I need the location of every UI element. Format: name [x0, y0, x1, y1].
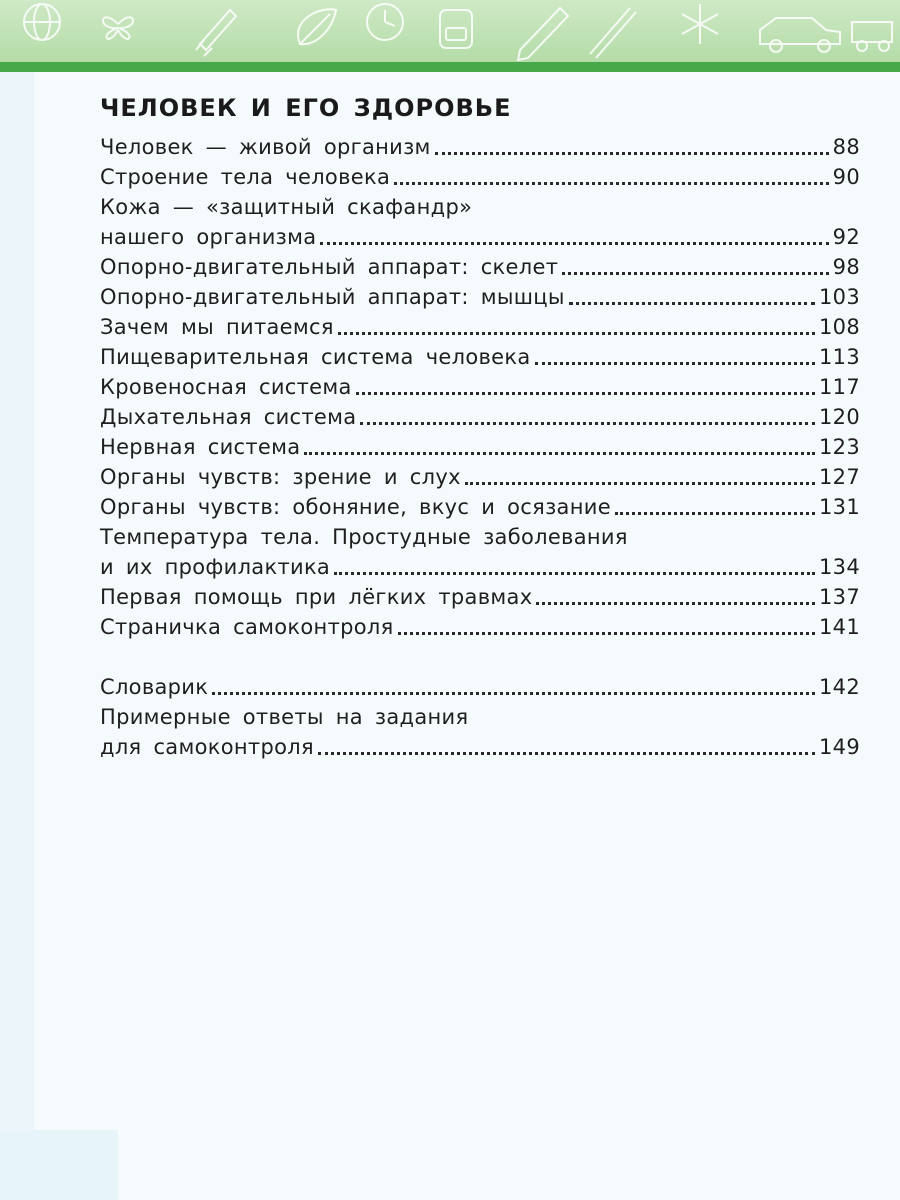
toc-line — [100, 402, 860, 432]
entry-title: Зачем мы питаемся — [100, 315, 334, 339]
toc-entry[interactable] — [100, 162, 860, 192]
page-number: 108 — [819, 315, 860, 339]
toc-line — [100, 342, 860, 372]
entry-title: Страничка самоконтроля — [100, 615, 394, 639]
decorative-icons — [0, 0, 900, 62]
dot-leader — [360, 420, 815, 425]
header-rule — [0, 62, 900, 72]
toc-line — [100, 252, 860, 282]
page-number: 120 — [819, 405, 860, 429]
toc-line — [100, 582, 860, 612]
page-number: 134 — [819, 555, 860, 579]
toc-entry[interactable] — [100, 342, 860, 372]
dot-leader — [334, 570, 815, 575]
entry-title: Органы чувств: зрение и слух — [100, 465, 461, 489]
entry-title: Органы чувств: обоняние, вкус и осязание — [100, 495, 611, 519]
toc-line — [100, 192, 860, 222]
entry-title: Пищеварительная система человека — [100, 345, 531, 369]
entry-title: Нервная система — [100, 435, 301, 459]
toc-entry[interactable] — [100, 522, 860, 582]
toc-line — [100, 372, 860, 402]
toc-entry[interactable] — [100, 132, 860, 162]
spacer — [100, 642, 860, 672]
toc-line — [100, 522, 860, 552]
toc-line — [100, 222, 860, 252]
page-corner-tab — [0, 1130, 118, 1200]
leaf-icon — [298, 9, 336, 44]
toc-entry[interactable] — [100, 492, 860, 522]
rocket-icon — [196, 10, 236, 56]
page-number: 113 — [819, 345, 860, 369]
dot-leader — [398, 630, 815, 635]
entry-title: Человек — живой организм — [100, 135, 431, 159]
page-number: 142 — [819, 675, 860, 699]
toc-entry[interactable] — [100, 312, 860, 342]
toc-entry[interactable] — [100, 372, 860, 402]
dot-leader — [535, 360, 815, 365]
entry-title: Температура тела. Простудные заболевания — [100, 525, 628, 549]
toc-entry[interactable] — [100, 192, 860, 252]
dot-leader — [569, 300, 815, 305]
toc-entry[interactable] — [100, 612, 860, 642]
entry-title: Опорно-двигательный аппарат: мышцы — [100, 285, 565, 309]
toc-line — [100, 672, 860, 702]
header-banner — [0, 0, 900, 62]
toc-entry[interactable] — [100, 432, 860, 462]
entry-title: Примерные ответы на задания — [100, 705, 469, 729]
dot-leader — [304, 450, 815, 455]
page-number: 117 — [819, 375, 860, 399]
toc-entry[interactable] — [100, 282, 860, 312]
page-number: 98 — [832, 255, 860, 279]
toc-entry[interactable] — [100, 402, 860, 432]
toc-line — [100, 432, 860, 462]
toc-line — [100, 612, 860, 642]
toc-line — [100, 132, 860, 162]
entry-title: Дыхательная система — [100, 405, 357, 429]
pencil-icon — [518, 8, 568, 60]
entry-title: Опорно-двигательный аппарат: скелет — [100, 255, 559, 279]
page-margin-tab — [0, 72, 34, 1200]
snowflake-icon — [682, 4, 718, 44]
entry-title: Словарик — [100, 675, 209, 699]
page-number: 88 — [832, 135, 860, 159]
dot-leader — [320, 240, 828, 245]
butterfly-icon — [103, 17, 133, 39]
page-number: 131 — [819, 495, 860, 519]
page-number: 90 — [832, 165, 860, 189]
toc-entry[interactable] — [100, 252, 860, 282]
page-number: 92 — [832, 225, 860, 249]
page-number: 103 — [819, 285, 860, 309]
section-title: ЧЕЛОВЕК И ЕГО ЗДОРОВЬЕ — [100, 94, 512, 122]
dot-leader — [536, 600, 815, 605]
toc-line — [100, 162, 860, 192]
entry-title: и их профилактика — [100, 555, 331, 579]
dot-leader — [338, 330, 815, 335]
toc-line — [100, 462, 860, 492]
dot-leader — [435, 150, 829, 155]
page-number: 149 — [819, 735, 860, 759]
toc-line — [100, 492, 860, 522]
car-icon — [760, 18, 840, 52]
entry-title: Строение тела человека — [100, 165, 391, 189]
page-number: 137 — [819, 585, 860, 609]
table-of-contents — [100, 92, 860, 762]
dot-leader — [212, 690, 815, 695]
toc-line — [100, 282, 860, 312]
toc-entry[interactable] — [100, 702, 860, 762]
entry-title: нашего организма — [100, 225, 317, 249]
dot-leader — [465, 480, 815, 485]
entry-title: Кожа — «защитный скафандр» — [100, 195, 473, 219]
page-number: 141 — [819, 615, 860, 639]
toc-entry[interactable] — [100, 582, 860, 612]
backpack-icon — [440, 10, 472, 48]
page-number: 127 — [819, 465, 860, 489]
dot-leader — [356, 390, 815, 395]
dot-leader — [562, 270, 828, 275]
clock-icon — [367, 4, 403, 40]
dot-leader — [394, 180, 829, 185]
dot-leader — [615, 510, 815, 515]
toc-line — [100, 552, 860, 582]
toc-entry[interactable] — [100, 672, 860, 702]
toc-entry[interactable] — [100, 462, 860, 492]
entry-title: для самоконтроля — [100, 735, 314, 759]
toc-appendix — [100, 672, 860, 762]
toc-line — [100, 702, 860, 732]
toc-line — [100, 732, 860, 762]
dot-leader — [318, 750, 815, 755]
toc-entries — [100, 132, 860, 642]
page-number: 123 — [819, 435, 860, 459]
truck-icon — [852, 22, 892, 51]
globe-icon — [24, 4, 60, 40]
entry-title: Кровеносная система — [100, 375, 352, 399]
toc-line — [100, 312, 860, 342]
pen-icon — [590, 8, 636, 58]
entry-title: Первая помощь при лёгких травмах — [100, 585, 533, 609]
